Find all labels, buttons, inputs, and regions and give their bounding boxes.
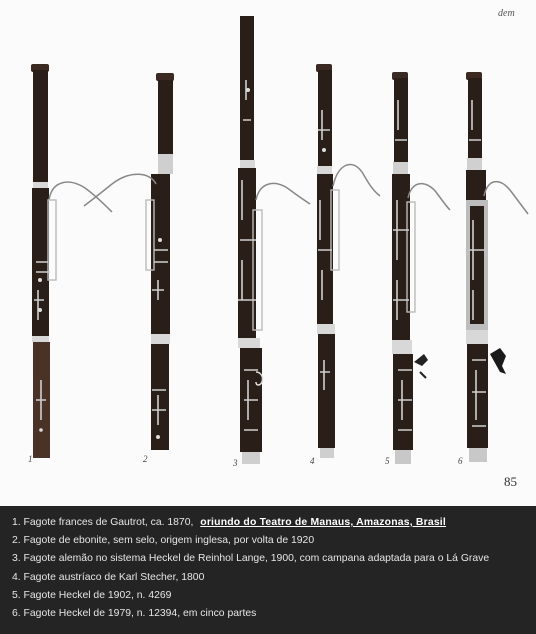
bassoon-5 bbox=[392, 72, 450, 464]
instrument-number-3: 3 bbox=[233, 458, 238, 468]
page-number: 85 bbox=[504, 474, 517, 489]
caption-panel bbox=[0, 506, 536, 634]
caption-line-6: 6. Fagote Heckel de 1979, n. 12394, em cinco partes bbox=[12, 607, 257, 619]
instrument-number-2: 2 bbox=[143, 454, 148, 464]
caption-line-2: 2. Fagote de ebonite, sem selo, origem inglesa, por volta de 1920 bbox=[12, 535, 315, 547]
instrument-number-5: 5 bbox=[385, 456, 390, 466]
instrument-number-6: 6 bbox=[458, 456, 463, 466]
bassoon-4 bbox=[316, 64, 380, 458]
caption-line-1 bbox=[12, 514, 536, 532]
caption-line-3: 3. Fagote alemão no sistema Heckel de Reinhol Lange, 1900, com campana adaptada para o Lá Grave bbox=[12, 553, 490, 565]
caption-line-4: 4. Fagote austríaco de Karl Stecher, 1800 bbox=[12, 571, 205, 583]
bassoon-1 bbox=[31, 64, 112, 458]
corner-mark: dem bbox=[498, 8, 515, 19]
bassoon-2 bbox=[84, 73, 174, 450]
teatro-manaus-link[interactable]: oriundo do Teatro de Manaus, Amazonas, Brasil bbox=[200, 517, 446, 528]
instrument-number-1: 1 bbox=[28, 454, 33, 464]
caption-line-5: 5. Fagote Heckel de 1902, n. 4269 bbox=[12, 589, 172, 601]
bassoon-6 bbox=[466, 72, 528, 462]
bassoon-3 bbox=[238, 16, 310, 464]
instrument-number-4: 4 bbox=[310, 456, 315, 466]
caption-text-1: 1. Fagote frances de Gautrot, ca. 1870, bbox=[12, 517, 194, 528]
